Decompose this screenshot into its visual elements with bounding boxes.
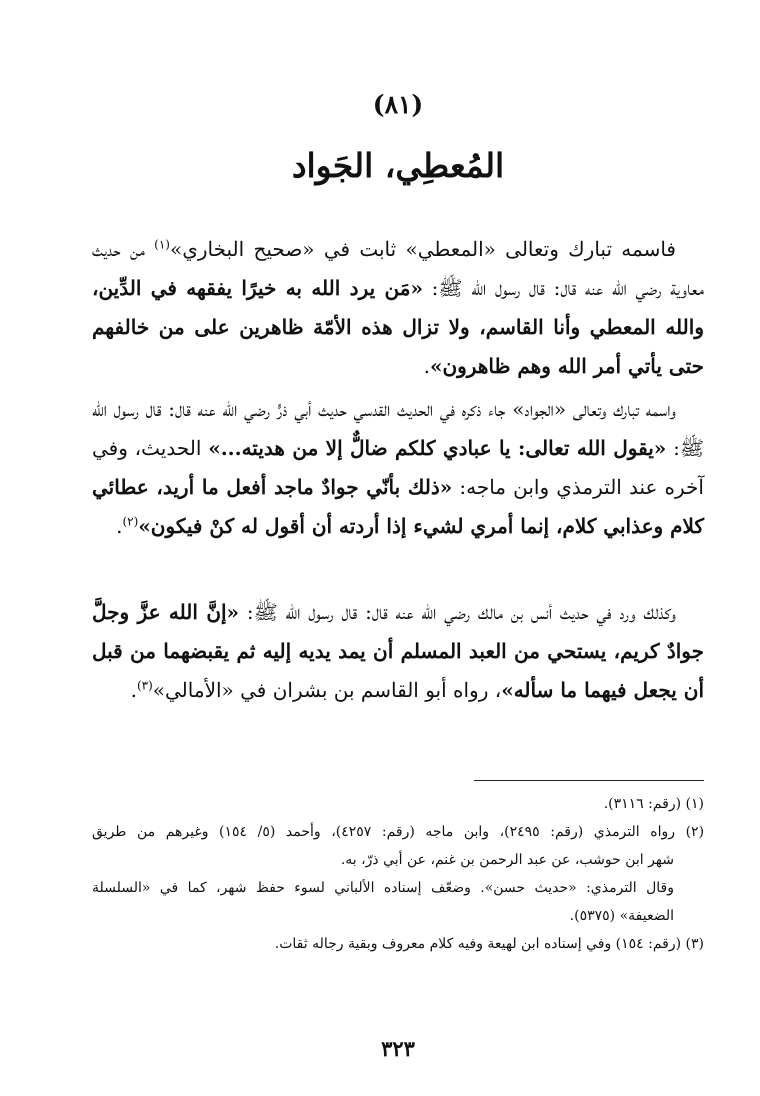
paragraph-text: وكذلك ورد في حديث أنس بن مالك رضي الله عنه قال: قال رسول الله ﷺ: — [239, 600, 676, 624]
footnote-separator — [474, 780, 704, 781]
paragraph-text: . — [116, 514, 123, 538]
paragraph-al-jawad — [92, 390, 704, 546]
hadith-text: «يقول الله تعالى: يا عبادي كلكم ضالٌّ إلا من هديته...» — [208, 436, 667, 460]
hadith-text: «ذلك بأنّي جوادٌ ماجد أفعل ما أريد، عطائي كلام وعذابي كلام، إنما أمري لشيء إذا أردته أن أقول له كنْ فيكون» — [92, 475, 704, 538]
footnote-1: (١) (رقم: ٣١١٦). — [603, 796, 704, 812]
hadith-text: «إنَّ الله عزَّ وجلَّ جوادٌ كريم، يستحي من العبد المسلم أن يمد يديه إليه ثم يقبضهما من قبل أن يجعل فيهما ما سأله» — [92, 600, 704, 702]
footnote-2: (٢) رواه الترمذي (رقم: ٢٤٩٥)، وابن ماجه (رقم: ٤٢٥٧)، وأحمد (٥/ ١٥٤) وغيرهم من طريق — [92, 824, 704, 840]
footnotes — [92, 790, 704, 958]
book-page — [92, 0, 704, 1096]
paragraph-text: واسمه تبارك وتعالى «الجواد» جاء ذكره في الحديث القدسي حديث أبي ذرٍّ رضي الله عنه قال: قال رسول الله ﷺ: — [92, 397, 704, 460]
paragraph-al-muti — [92, 230, 704, 386]
chapter-title: المُعطِي، الجَواد — [291, 146, 505, 185]
paragraph-text: فاسمه تبارك وتعالى «المعطي» ثابت في «صحيح البخاري» — [169, 237, 676, 261]
paragraph-text: . — [423, 354, 430, 378]
footnote-ref[interactable]: (٣) — [136, 678, 153, 693]
chapter-number: (٨١) — [372, 90, 424, 119]
footnote-3: (٣) (رقم: ١٥٤) وفي إسناده ابن لهيعة وفيه كلام معروف وبقية رجاله ثقات. — [274, 936, 704, 952]
paragraph-text: من حديث معاوية رضي الله عنه قال: قال رسول الله ﷺ: — [92, 237, 704, 300]
paragraph-text: ، رواه أبو القاسم بن بشران في «الأمالي» — [152, 678, 502, 702]
footnote-ref[interactable]: (١) — [154, 237, 170, 252]
footnote-2-note-continuation: الضعيفة» (٥٣٧٥). — [569, 908, 674, 924]
footnote-ref[interactable]: (٢) — [122, 514, 139, 529]
paragraph-text: . — [130, 678, 137, 702]
footnote-2-continuation: شهر ابن حوشب، عن عبد الرحمن بن غنم، عن أبي ذرّ، به. — [340, 852, 674, 868]
page-number: ٣٢٣ — [381, 1036, 415, 1061]
paragraph-text: الحديث، وفي آخره عند الترمذي وابن ماجه: — [92, 436, 704, 499]
hadith-text: «مَن يرد الله به خيرًا يفقهه في الدِّين، والله المعطي وأنا القاسم، ولا تزال هذه الأمّة ظاهرين على من خالفهم حتى يأتي أمر الله وهم ظاهرون» — [92, 276, 704, 378]
paragraph-anas-hadith — [92, 593, 704, 710]
footnote-2-note: وقال الترمذي: «حديث حسن». وضعّف إسناده الألباني لسوء حفظ شهر، كما في «السلسلة — [92, 880, 674, 896]
